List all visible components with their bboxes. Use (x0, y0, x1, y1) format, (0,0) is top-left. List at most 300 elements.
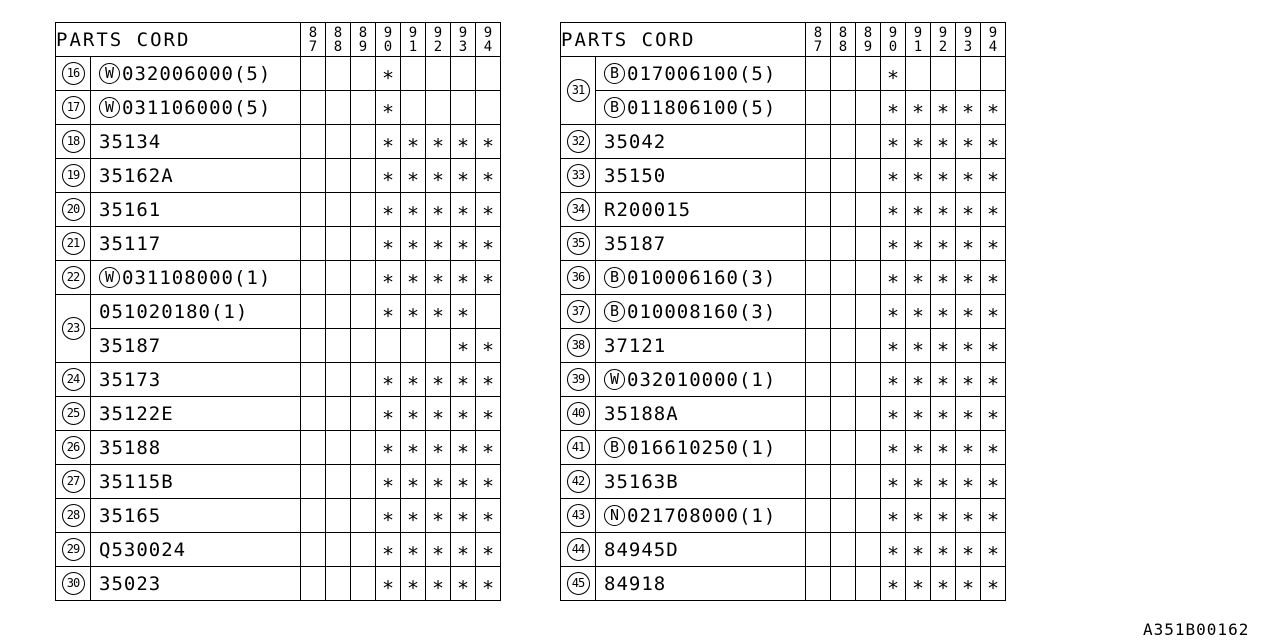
empty-year-cell (831, 227, 856, 261)
empty-year-cell (326, 227, 351, 261)
applicable-mark: ∗ (956, 193, 981, 227)
table-row (56, 533, 501, 567)
applicable-mark: ∗ (931, 567, 956, 601)
empty-year-cell (401, 329, 426, 363)
applicable-mark: ∗ (956, 363, 981, 397)
year-digit: 2 (433, 38, 443, 55)
year-digit: 9 (938, 24, 948, 41)
applicable-mark: ∗ (906, 431, 931, 465)
year-header (376, 23, 401, 57)
table-row (561, 57, 1006, 91)
empty-year-cell (831, 499, 856, 533)
applicable-mark: ∗ (376, 227, 401, 261)
applicable-mark: ∗ (426, 363, 451, 397)
year-digit: 7 (308, 38, 318, 55)
table-row (561, 465, 1006, 499)
empty-year-cell (351, 57, 376, 91)
applicable-mark: ∗ (476, 125, 501, 159)
empty-year-cell (426, 57, 451, 91)
parts-cord-header: PARTS CORD (561, 23, 806, 57)
applicable-mark: ∗ (476, 431, 501, 465)
applicable-mark: ∗ (906, 499, 931, 533)
item-number-cell (561, 159, 596, 193)
empty-year-cell (301, 91, 326, 125)
empty-year-cell (806, 261, 831, 295)
empty-year-cell (806, 91, 831, 125)
part-code: 35163B (604, 470, 679, 493)
part-code: 35042 (604, 130, 667, 153)
applicable-mark: ∗ (881, 533, 906, 567)
applicable-mark: ∗ (931, 533, 956, 567)
applicable-mark: ∗ (906, 193, 931, 227)
applicable-mark: ∗ (401, 567, 426, 601)
item-number: 18 (62, 130, 85, 153)
empty-year-cell (351, 91, 376, 125)
applicable-mark: ∗ (881, 567, 906, 601)
empty-year-cell (856, 533, 881, 567)
applicable-mark: ∗ (881, 91, 906, 125)
part-code: 032010000(1) (627, 368, 777, 391)
applicable-mark: ∗ (881, 261, 906, 295)
empty-year-cell (301, 295, 326, 329)
empty-year-cell (351, 329, 376, 363)
table-row (56, 431, 501, 465)
empty-year-cell (906, 57, 931, 91)
part-prefix-symbol: B (604, 97, 625, 118)
item-number-cell (561, 499, 596, 533)
year-header (476, 23, 501, 57)
part-code-cell (91, 567, 301, 601)
part-code-cell (596, 363, 806, 397)
year-digit: 2 (938, 38, 948, 55)
empty-year-cell (301, 159, 326, 193)
empty-year-cell (326, 193, 351, 227)
applicable-mark: ∗ (376, 465, 401, 499)
empty-year-cell (351, 397, 376, 431)
applicable-mark: ∗ (906, 261, 931, 295)
year-header (351, 23, 376, 57)
part-code-cell (596, 159, 806, 193)
item-number: 34 (567, 198, 590, 221)
item-number-cell (56, 363, 91, 397)
applicable-mark: ∗ (881, 465, 906, 499)
empty-year-cell (831, 159, 856, 193)
item-number-cell (561, 363, 596, 397)
applicable-mark: ∗ (906, 91, 931, 125)
applicable-mark: ∗ (451, 125, 476, 159)
empty-year-cell (856, 125, 881, 159)
empty-year-cell (956, 57, 981, 91)
empty-year-cell (301, 363, 326, 397)
empty-year-cell (326, 329, 351, 363)
applicable-mark: ∗ (906, 295, 931, 329)
item-number: 16 (62, 62, 85, 85)
item-number-cell (561, 125, 596, 159)
empty-year-cell (856, 193, 881, 227)
applicable-mark: ∗ (376, 397, 401, 431)
part-code: 35134 (99, 130, 162, 153)
applicable-mark: ∗ (956, 465, 981, 499)
header-row (561, 23, 1006, 57)
applicable-mark: ∗ (956, 431, 981, 465)
empty-year-cell (831, 57, 856, 91)
applicable-mark: ∗ (426, 295, 451, 329)
empty-year-cell (301, 125, 326, 159)
table-row (56, 329, 501, 363)
empty-year-cell (856, 329, 881, 363)
applicable-mark: ∗ (981, 431, 1006, 465)
part-code-cell (596, 193, 806, 227)
parts-table-body (56, 57, 501, 601)
empty-year-cell (831, 329, 856, 363)
applicable-mark: ∗ (906, 329, 931, 363)
empty-year-cell (451, 91, 476, 125)
applicable-mark: ∗ (401, 193, 426, 227)
empty-year-cell (806, 499, 831, 533)
item-number-cell (56, 397, 91, 431)
empty-year-cell (401, 91, 426, 125)
item-number: 35 (567, 232, 590, 255)
part-code: 35187 (99, 334, 162, 357)
applicable-mark: ∗ (376, 363, 401, 397)
item-number: 20 (62, 198, 85, 221)
empty-year-cell (351, 159, 376, 193)
empty-year-cell (326, 567, 351, 601)
empty-year-cell (326, 125, 351, 159)
empty-year-cell (806, 397, 831, 431)
empty-year-cell (401, 57, 426, 91)
year-digit: 4 (483, 38, 493, 55)
empty-year-cell (806, 329, 831, 363)
applicable-mark: ∗ (931, 159, 956, 193)
part-code-cell (91, 363, 301, 397)
part-code: 35122E (99, 402, 174, 425)
applicable-mark: ∗ (881, 499, 906, 533)
applicable-mark: ∗ (376, 533, 401, 567)
applicable-mark: ∗ (956, 329, 981, 363)
part-code: 010006160(3) (627, 266, 777, 289)
part-code-cell (596, 125, 806, 159)
item-number: 38 (567, 334, 590, 357)
empty-year-cell (856, 159, 881, 193)
part-prefix-symbol: B (604, 63, 625, 84)
applicable-mark: ∗ (376, 431, 401, 465)
part-prefix-symbol: B (604, 267, 625, 288)
part-code-cell (596, 533, 806, 567)
part-code: R200015 (604, 198, 692, 221)
empty-year-cell (351, 363, 376, 397)
reference-code: A351B00162 (1143, 620, 1250, 639)
year-digit: 8 (838, 24, 848, 41)
part-code-cell (91, 125, 301, 159)
empty-year-cell (831, 431, 856, 465)
applicable-mark: ∗ (376, 57, 401, 91)
year-digit: 8 (333, 38, 343, 55)
item-number-cell (561, 465, 596, 499)
applicable-mark: ∗ (881, 125, 906, 159)
applicable-mark: ∗ (931, 125, 956, 159)
item-number: 26 (62, 436, 85, 459)
year-digit: 0 (383, 38, 393, 55)
item-number: 43 (567, 504, 590, 527)
year-header (301, 23, 326, 57)
empty-year-cell (301, 431, 326, 465)
applicable-mark: ∗ (401, 295, 426, 329)
empty-year-cell (351, 499, 376, 533)
table-row (56, 193, 501, 227)
empty-year-cell (856, 567, 881, 601)
empty-year-cell (806, 227, 831, 261)
item-number-cell (56, 159, 91, 193)
applicable-mark: ∗ (376, 567, 401, 601)
applicable-mark: ∗ (931, 91, 956, 125)
table-row (56, 465, 501, 499)
table-row (56, 261, 501, 295)
year-digit: 7 (813, 38, 823, 55)
applicable-mark: ∗ (476, 397, 501, 431)
part-code: 84918 (604, 572, 667, 595)
item-number: 28 (62, 504, 85, 527)
applicable-mark: ∗ (956, 227, 981, 261)
item-number-cell (561, 57, 596, 125)
year-digit: 9 (408, 24, 418, 41)
table-row (561, 567, 1006, 601)
year-digit: 8 (358, 24, 368, 41)
applicable-mark: ∗ (476, 227, 501, 261)
empty-year-cell (806, 159, 831, 193)
table-row (56, 499, 501, 533)
item-number: 21 (62, 232, 85, 255)
applicable-mark: ∗ (981, 533, 1006, 567)
item-number-cell (56, 261, 91, 295)
empty-year-cell (476, 91, 501, 125)
part-code: 010008160(3) (627, 300, 777, 323)
table-row (561, 499, 1006, 533)
item-number-cell (56, 431, 91, 465)
part-code-cell (91, 159, 301, 193)
empty-year-cell (351, 261, 376, 295)
year-header (451, 23, 476, 57)
part-code-cell (91, 397, 301, 431)
part-prefix-symbol: W (99, 63, 120, 84)
applicable-mark: ∗ (401, 261, 426, 295)
year-digit: 9 (458, 24, 468, 41)
year-digit: 1 (408, 38, 418, 55)
empty-year-cell (351, 295, 376, 329)
empty-year-cell (806, 295, 831, 329)
table-row (561, 159, 1006, 193)
empty-year-cell (856, 363, 881, 397)
year-header (326, 23, 351, 57)
empty-year-cell (476, 57, 501, 91)
table-row (561, 125, 1006, 159)
applicable-mark: ∗ (956, 567, 981, 601)
applicable-mark: ∗ (881, 227, 906, 261)
part-code: 35150 (604, 164, 667, 187)
applicable-mark: ∗ (426, 533, 451, 567)
empty-year-cell (856, 397, 881, 431)
empty-year-cell (326, 295, 351, 329)
year-header (806, 23, 831, 57)
empty-year-cell (831, 363, 856, 397)
applicable-mark: ∗ (476, 363, 501, 397)
year-header (881, 23, 906, 57)
applicable-mark: ∗ (981, 329, 1006, 363)
item-number: 32 (567, 130, 590, 153)
applicable-mark: ∗ (401, 397, 426, 431)
applicable-mark: ∗ (426, 465, 451, 499)
empty-year-cell (301, 567, 326, 601)
applicable-mark: ∗ (931, 465, 956, 499)
year-digit: 3 (963, 38, 973, 55)
applicable-mark: ∗ (931, 397, 956, 431)
empty-year-cell (351, 125, 376, 159)
empty-year-cell (351, 465, 376, 499)
item-number-cell (56, 227, 91, 261)
item-number-cell (56, 533, 91, 567)
empty-year-cell (831, 465, 856, 499)
applicable-mark: ∗ (401, 431, 426, 465)
applicable-mark: ∗ (956, 397, 981, 431)
part-code: 35162A (99, 164, 174, 187)
applicable-mark: ∗ (451, 465, 476, 499)
year-digit: 9 (433, 24, 443, 41)
part-code-cell (91, 533, 301, 567)
year-header (981, 23, 1006, 57)
table-row (56, 125, 501, 159)
part-code: 051020180(1) (99, 300, 249, 323)
part-code: 031108000(1) (122, 266, 272, 289)
table-row (561, 533, 1006, 567)
part-code-cell (596, 465, 806, 499)
applicable-mark: ∗ (476, 567, 501, 601)
item-number: 37 (567, 300, 590, 323)
applicable-mark: ∗ (981, 193, 1006, 227)
applicable-mark: ∗ (401, 363, 426, 397)
empty-year-cell (301, 465, 326, 499)
part-code: Q530024 (99, 538, 187, 561)
part-prefix-symbol: W (99, 267, 120, 288)
applicable-mark: ∗ (931, 499, 956, 533)
year-digit: 8 (863, 24, 873, 41)
item-number: 17 (62, 96, 85, 119)
applicable-mark: ∗ (426, 125, 451, 159)
table-row (561, 363, 1006, 397)
empty-year-cell (806, 431, 831, 465)
table-row (56, 57, 501, 91)
year-digit: 0 (888, 38, 898, 55)
item-number-cell (56, 91, 91, 125)
part-code: 35161 (99, 198, 162, 221)
year-digit: 9 (913, 24, 923, 41)
part-code: 35023 (99, 572, 162, 595)
item-number-cell (56, 193, 91, 227)
applicable-mark: ∗ (981, 159, 1006, 193)
item-number-cell (561, 397, 596, 431)
applicable-mark: ∗ (476, 159, 501, 193)
empty-year-cell (856, 499, 881, 533)
part-code: 031106000(5) (122, 96, 272, 119)
applicable-mark: ∗ (426, 227, 451, 261)
year-digit: 1 (913, 38, 923, 55)
parts-table-right (560, 22, 1006, 601)
empty-year-cell (301, 499, 326, 533)
part-code-cell (91, 465, 301, 499)
item-number: 40 (567, 402, 590, 425)
applicable-mark: ∗ (426, 567, 451, 601)
empty-year-cell (806, 363, 831, 397)
applicable-mark: ∗ (981, 125, 1006, 159)
empty-year-cell (426, 91, 451, 125)
applicable-mark: ∗ (476, 193, 501, 227)
table-row (561, 261, 1006, 295)
part-code-cell (596, 567, 806, 601)
part-code-cell (596, 329, 806, 363)
empty-year-cell (856, 91, 881, 125)
part-code-cell (596, 261, 806, 295)
empty-year-cell (326, 91, 351, 125)
part-code: 017006100(5) (627, 62, 777, 85)
table-row (56, 567, 501, 601)
applicable-mark: ∗ (881, 329, 906, 363)
empty-year-cell (301, 57, 326, 91)
table-row (56, 397, 501, 431)
part-code-cell (91, 499, 301, 533)
item-number-cell (56, 567, 91, 601)
table-row (56, 295, 501, 329)
empty-year-cell (351, 227, 376, 261)
applicable-mark: ∗ (906, 533, 931, 567)
applicable-mark: ∗ (906, 125, 931, 159)
part-code: 84945D (604, 538, 679, 561)
applicable-mark: ∗ (401, 533, 426, 567)
empty-year-cell (856, 431, 881, 465)
applicable-mark: ∗ (451, 363, 476, 397)
applicable-mark: ∗ (956, 125, 981, 159)
applicable-mark: ∗ (956, 499, 981, 533)
part-code: 35188 (99, 436, 162, 459)
empty-year-cell (856, 57, 881, 91)
applicable-mark: ∗ (956, 261, 981, 295)
applicable-mark: ∗ (931, 227, 956, 261)
part-code: 35165 (99, 504, 162, 527)
applicable-mark: ∗ (981, 91, 1006, 125)
part-code-cell (596, 227, 806, 261)
applicable-mark: ∗ (931, 193, 956, 227)
empty-year-cell (351, 533, 376, 567)
part-code-cell (596, 431, 806, 465)
applicable-mark: ∗ (931, 431, 956, 465)
item-number: 31 (567, 79, 590, 102)
part-code-cell (596, 397, 806, 431)
applicable-mark: ∗ (376, 91, 401, 125)
empty-year-cell (856, 465, 881, 499)
part-code: 021708000(1) (627, 504, 777, 527)
table-row (56, 227, 501, 261)
table-row (561, 227, 1006, 261)
empty-year-cell (326, 363, 351, 397)
applicable-mark: ∗ (881, 431, 906, 465)
item-number-cell (561, 261, 596, 295)
empty-year-cell (301, 193, 326, 227)
applicable-mark: ∗ (426, 499, 451, 533)
empty-year-cell (831, 261, 856, 295)
applicable-mark: ∗ (906, 227, 931, 261)
empty-year-cell (856, 295, 881, 329)
part-code: 37121 (604, 334, 667, 357)
applicable-mark: ∗ (401, 159, 426, 193)
empty-year-cell (856, 261, 881, 295)
